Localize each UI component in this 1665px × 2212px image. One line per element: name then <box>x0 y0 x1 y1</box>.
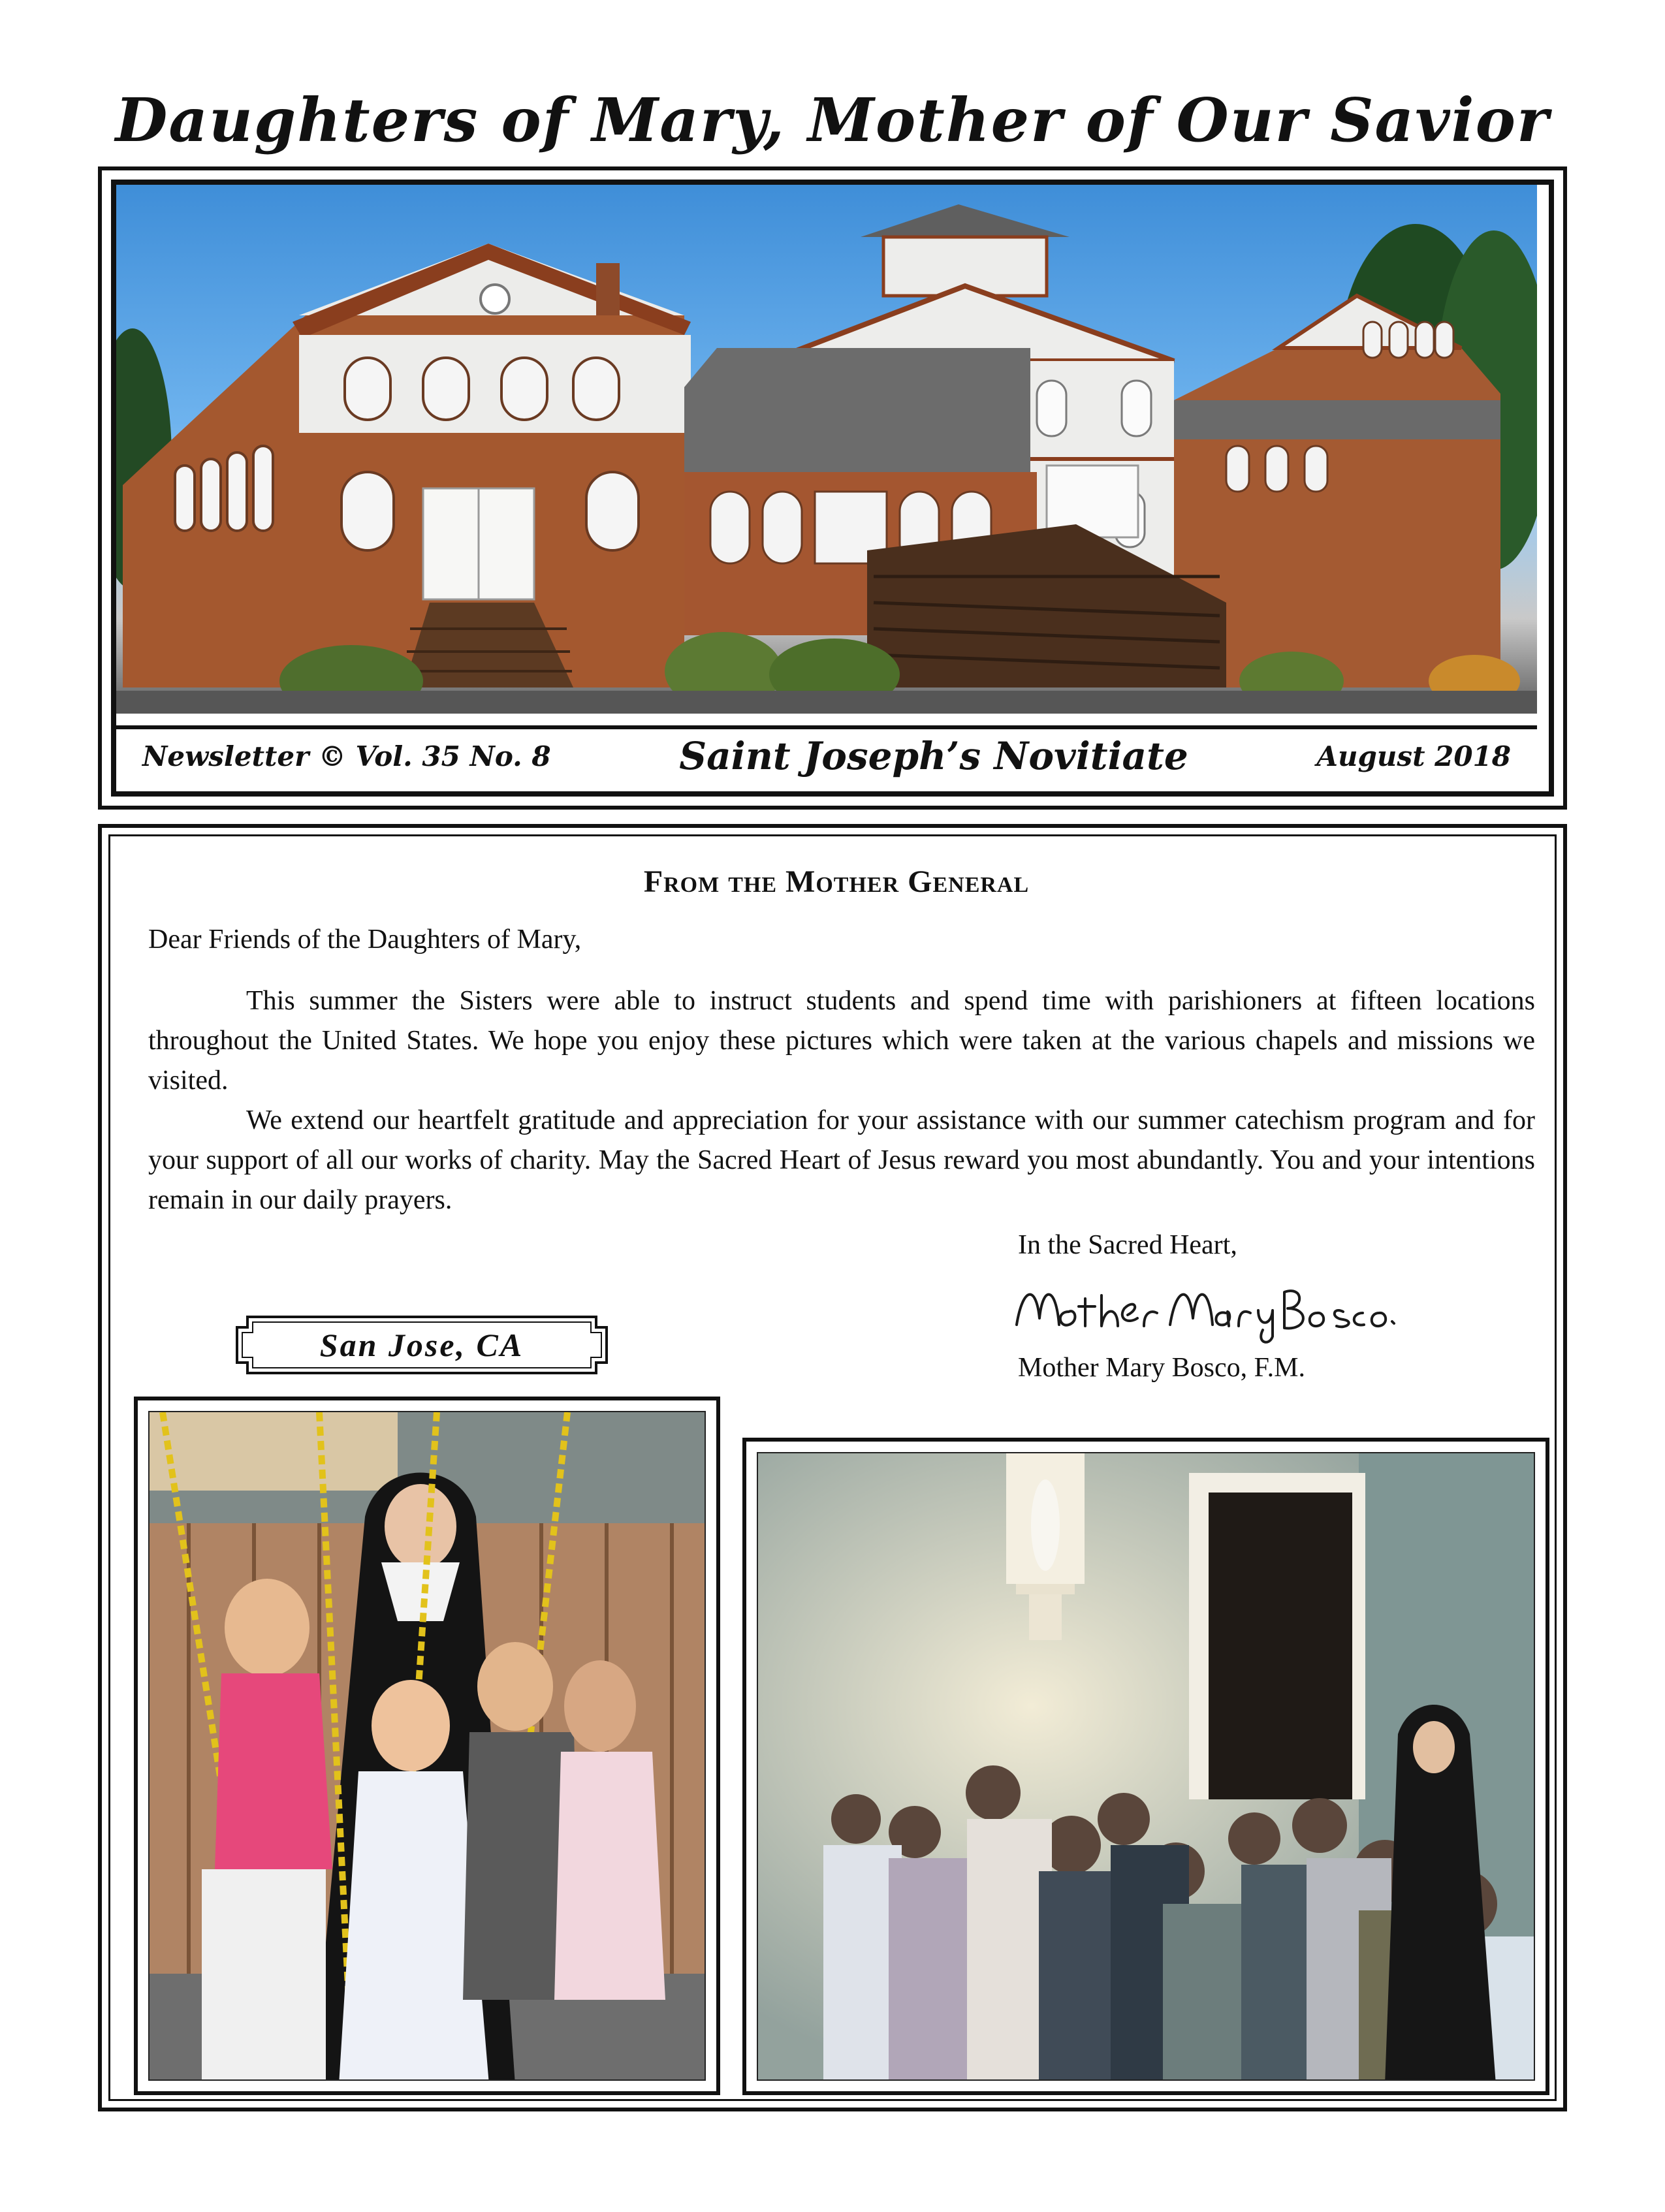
novitiate-name: Saint Joseph’s Novitiate <box>679 734 1188 778</box>
letter-heading: From the Mother General <box>643 864 1030 899</box>
newsletter-volume: Newsletter © Vol. 35 No. 8 <box>142 740 551 772</box>
photo-caption: San Jose, CA <box>319 1327 524 1363</box>
shrine-visit-photo <box>757 1452 1535 2081</box>
letter-paragraph: This summer the Sisters were able to instruct students and spend time with parishioners at fifteen locations throughout the United States. We hope you enjoy these pictures which were taken at the various chapels and missions we visited. <box>148 986 1535 1096</box>
photo-frame-left <box>134 1397 720 2095</box>
letter-paragraph: We extend our heartfelt gratitude and appreciation for your assistance with our summer catechism program and for your support of all our works of charity. May the Sacred Heart of Jesus reward you most abundantly. You and your intentions remain in our daily prayers. <box>148 1105 1535 1215</box>
letter-closing: In the Sacred Heart, <box>1018 1230 1237 1260</box>
letter-salutation: Dear Friends of the Daughters of Mary, <box>148 924 582 955</box>
photo-caption-box <box>234 1314 609 1376</box>
signer-name: Mother Mary Bosco, F.M. <box>1018 1353 1305 1383</box>
issue-date: August 2018 <box>1316 740 1511 772</box>
photo-frame-right <box>742 1438 1549 2095</box>
novitiate-building-photo <box>116 185 1537 714</box>
letter-frame <box>98 824 1567 2111</box>
handwritten-signature <box>1010 1272 1402 1351</box>
newsletter-info-bar <box>116 725 1537 783</box>
masthead-title: Daughters of Mary, Mother of Our Savior <box>115 85 1550 155</box>
letter-inner-border <box>108 834 1557 2101</box>
header-frame <box>98 166 1567 810</box>
playground-photo <box>148 1411 706 2081</box>
